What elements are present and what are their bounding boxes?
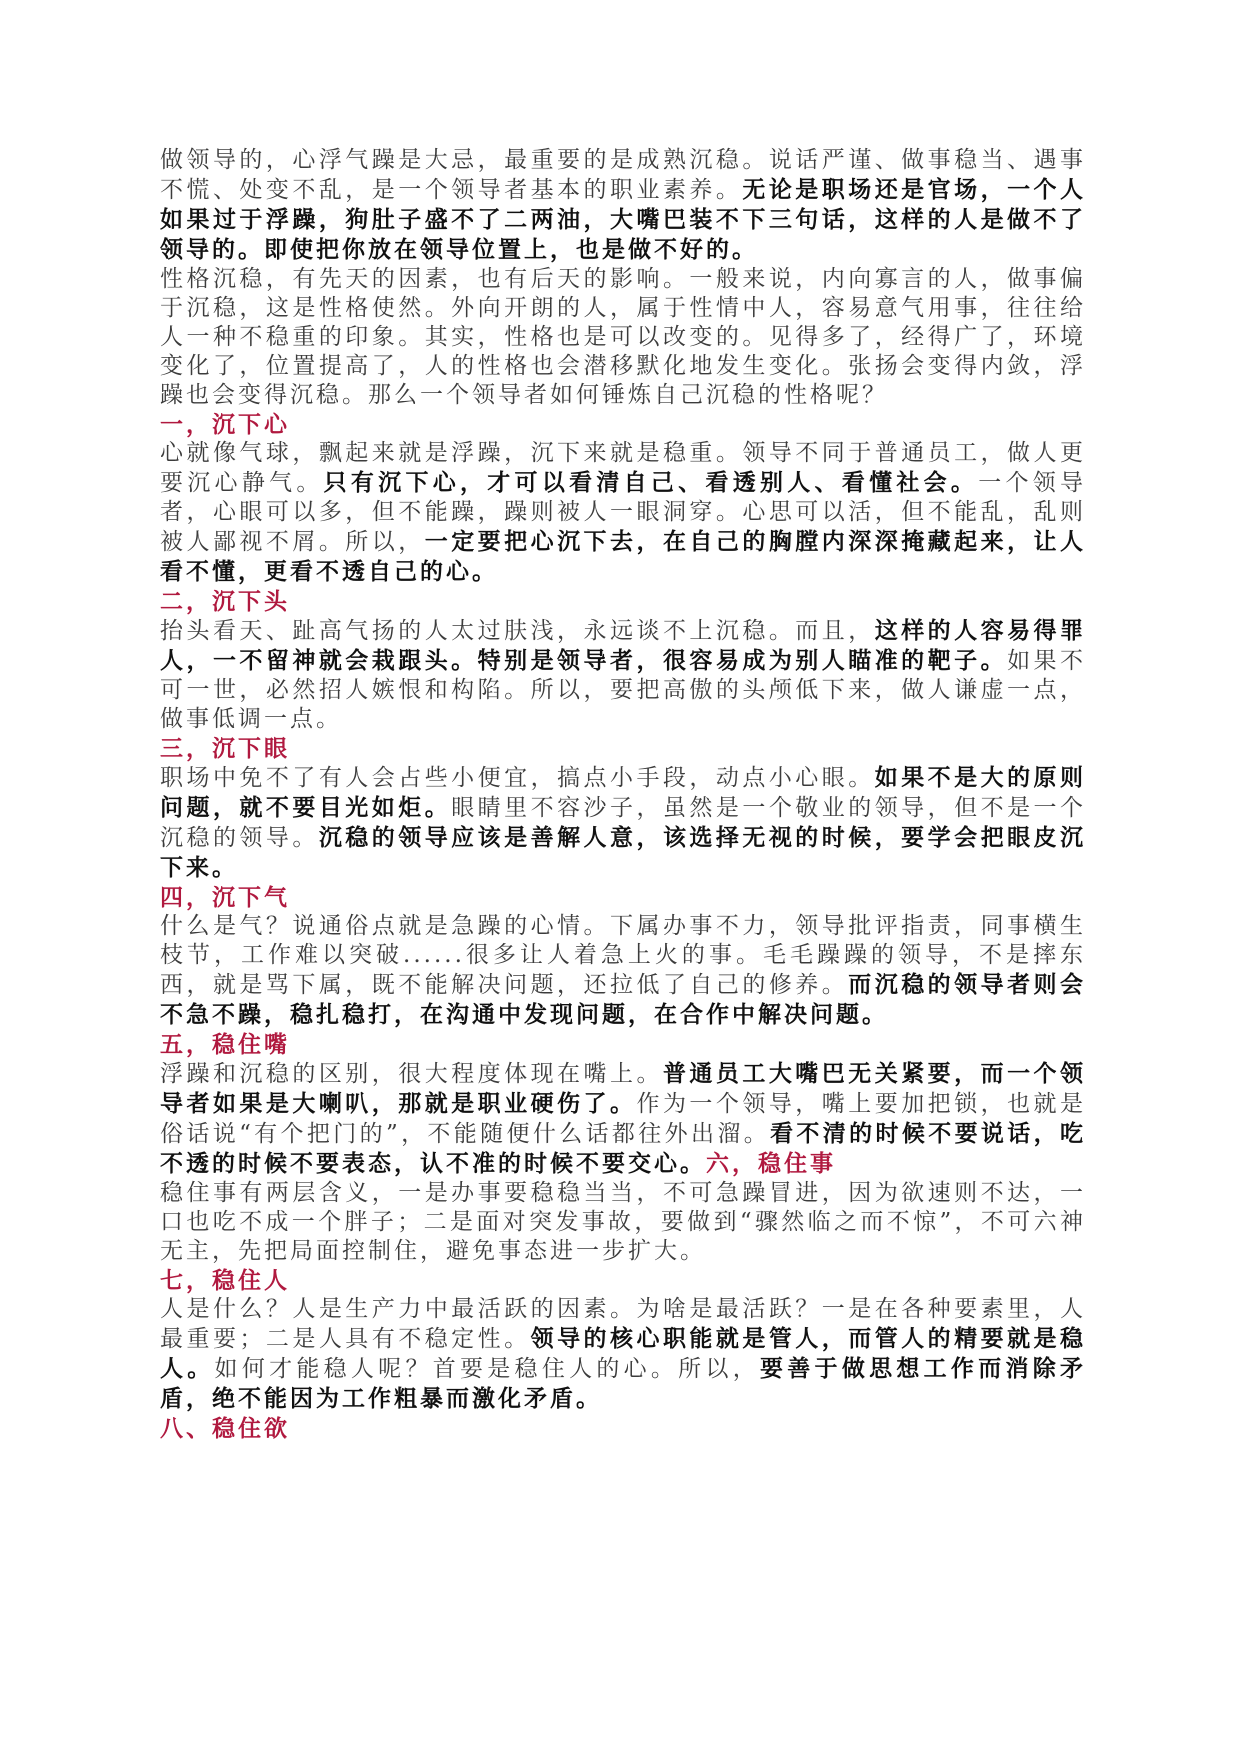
section-paragraph (160, 616, 1086, 734)
section-paragraph (160, 1059, 1086, 1179)
section-paragraph (160, 763, 1086, 883)
section-heading: 二，沉下头 (160, 588, 290, 615)
emphasis-text: 而沉稳的领导者则会不急不躁，稳扎稳打，在沟通中发现问题，在合作中解决问题。 (160, 971, 1087, 1028)
body-text: 抬头看天、趾高气扬的人太过肤浅，永远谈不上沉稳。而且， (160, 618, 875, 644)
body-text: 如果不可一世，必然招人嫉恨和构陷。所以，要把高傲的头颅低下来，做人谦虚一点，做事低调一点。 (160, 648, 1087, 732)
intro-paragraph (160, 265, 1086, 410)
section-paragraph (160, 1179, 1086, 1266)
body-text: 职场中免不了有人会占些小便宜，搞点小手段，动点小心眼。 (160, 765, 875, 791)
body-text: 什么是气？说通俗点就是急躁的心情。下属办事不力，领导批评指责，同事横生枝节，工作难以突破......很多让人着急上火的事。毛毛躁躁的领导，不是摔东西，就是骂下属，既不能解决问题，还拉低了自己的修养。 (160, 913, 1086, 998)
section-heading: 三，沉下眼 (160, 735, 290, 762)
emphasis-text: 沉稳的领导应该是善解人意，该选择无视的时候，要学会把眼皮沉下来。 (160, 824, 1087, 881)
emphasis-text: 只有沉下心，才可以看清自己、看透别人、看懂社会。 (323, 469, 979, 496)
article-body (160, 146, 1086, 1443)
section-heading: 四，沉下气 (160, 884, 290, 911)
body-text: 一个领导者，心眼可以多，但不能躁，躁则被人一眼洞穿。心思可以活，但不能乱，乱则被人鄙视不屑。所以， (160, 470, 1087, 555)
body-text: 稳住事有两层含义，一是办事要稳稳当当，不可急躁冒进，因为欲速则不达，一口也吃不成一个胖子；二是面对突发事故，要做到“骤然临之而不惊”，不可六神无主，先把局面控制住，避免事态进一步扩大。 (160, 1180, 1086, 1264)
emphasis-text: 如果不是大的原则问题，就不要目光如炬。 (160, 764, 1087, 821)
body-text: 如何才能稳人呢？首要是稳住人的心。所以， (214, 1356, 761, 1382)
emphasis-text: 一定要把心沉下去，在自己的胸膛内深深掩藏起来，让人看不懂，更看不透自己的心。 (160, 528, 1087, 585)
body-text: 浮躁和沉稳的区别，很大程度体现在嘴上。 (160, 1061, 663, 1087)
section-paragraph (160, 439, 1086, 587)
section-heading: 一，沉下心 (160, 411, 290, 438)
section-heading: 八、稳住欲 (160, 1415, 290, 1442)
section-heading: 七，稳住人 (160, 1267, 290, 1294)
section-paragraph (160, 912, 1086, 1030)
body-text: 人是什么？人是生产力中最活跃的因素。为啥是最活跃？一是在各种要素里，人最重要；二是人具有不稳定性。 (160, 1296, 1086, 1352)
section-paragraph (160, 1295, 1086, 1414)
emphasis-text: 看不清的时候不要说话，吃不透的时候不要表态，认不准的时候不要交心。 (160, 1120, 1086, 1177)
body-text: 性格沉稳，有先天的因素，也有后天的影响。一般来说，内向寡言的人，做事偏于沉稳，这是性格使然。外向开朗的人，属于性情中人，容易意气用事，往往给人一种不稳重的印象。其实，性格也是可以改变的。见得多了，经得广了，环境变化了，位置提高了，人的性格也会潜移默化地发生变化。张扬会变得内敛，浮躁也会变得沉稳。那么一个领导者如何锤炼自己沉稳的性格呢？ (160, 266, 1086, 408)
emphasis-text: 普通员工大嘴巴无关紧要，而一个领导者如果是大喇叭，那就是职业硬伤了。 (160, 1060, 1087, 1117)
body-text: 做领导的，心浮气躁是大忌，最重要的是成熟沉稳。说话严谨、做事稳当、遇事不慌、处变不乱，是一个领导者基本的职业素养。 (160, 147, 1086, 203)
intro-paragraph (160, 146, 1086, 265)
emphasis-text: 这样的人容易得罪人，一不留神就会栽跟头。特别是领导者，很容易成为别人瞄准的靶子。 (160, 617, 1087, 674)
body-text: 作为一个领导，嘴上要加把锁，也就是俗话说“有个把门的”，不能随便什么话都往外出溜。 (160, 1091, 1087, 1147)
emphasis-text: 无论是职场还是官场，一个人如果过于浮躁，狗肚子盛不了二两油，大嘴巴装不下三句话，这样的人是做不了领导的。即使把你放在领导位置上，也是做不好的。 (160, 176, 1087, 263)
emphasis-text: 要善于做思想工作而消除矛盾，绝不能因为工作粗暴而激化矛盾。 (160, 1355, 1087, 1412)
section-heading: 六，稳住事 (706, 1150, 836, 1177)
body-text: 眼睛里不容沙子，虽然是一个敬业的领导，但不是一个沉稳的领导。 (160, 795, 1087, 851)
emphasis-text: 领导的核心职能就是管人，而管人的精要就是稳人。 (160, 1325, 1087, 1382)
body-text: 心就像气球，飘起来就是浮躁，沉下来就是稳重。领导不同于普通员工，做人更要沉心静气。 (160, 440, 1086, 496)
section-heading: 五，稳住嘴 (160, 1031, 290, 1058)
